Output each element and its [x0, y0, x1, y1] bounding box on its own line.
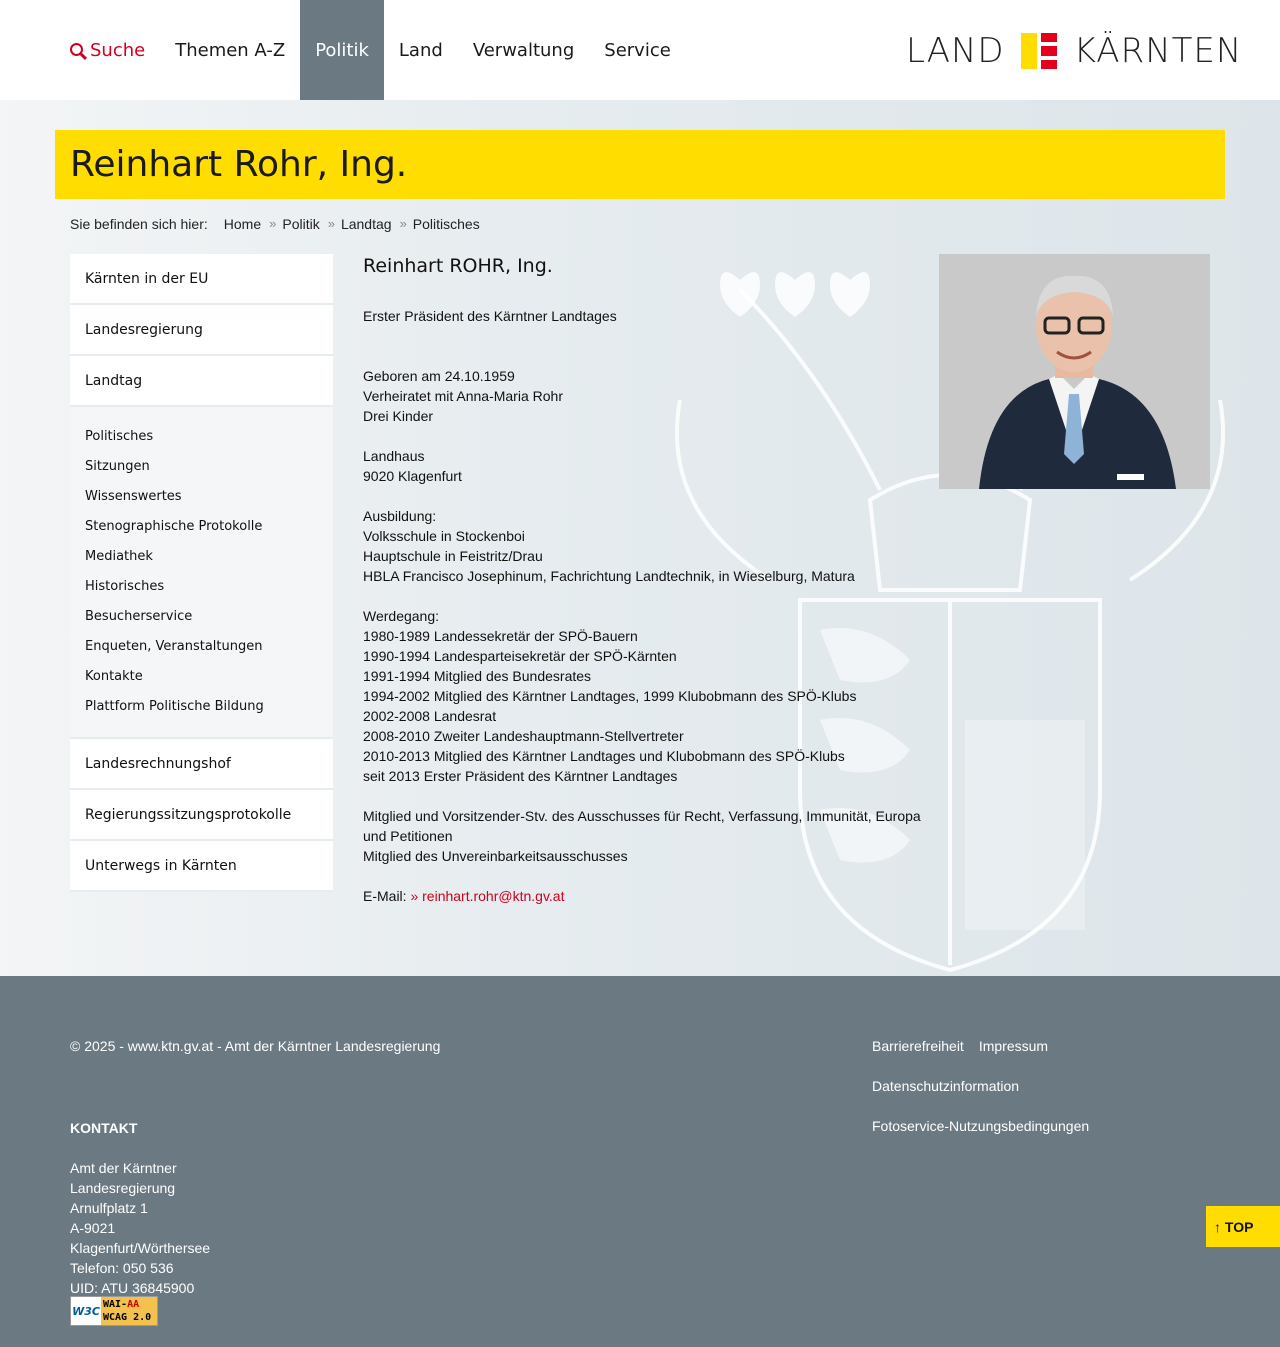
email-label: E-Mail:: [363, 888, 407, 904]
page-title: Reinhart Rohr, Ing.: [70, 144, 408, 185]
bio-education: Ausbildung: Volksschule in Stockenboi Hauptschule in Feistritz/Drau HBLA Francisco Josephinum, Fachrichtung Landtechnik, in Wieselburg, Matura: [363, 508, 855, 584]
footer-contact: [70, 1118, 210, 1298]
contact-line: Telefon: 050 536: [70, 1260, 174, 1276]
wcag-badge[interactable]: [70, 1296, 158, 1326]
back-to-top-button[interactable]: ↑ TOP: [1206, 1206, 1280, 1247]
breadcrumb-label: Sie befinden sich hier:: [70, 216, 208, 232]
site-header: [0, 0, 1280, 100]
bio-personal: Geboren am 24.10.1959 Verheiratet mit Anna-Maria Rohr Drei Kinder: [363, 368, 563, 424]
search-icon: [70, 43, 83, 56]
breadcrumb-home[interactable]: Home: [223, 216, 262, 232]
sidebar-sub-plattform[interactable]: Plattform Politische Bildung: [85, 698, 264, 714]
breadcrumb: [70, 216, 488, 232]
sidebar-submenu: [70, 407, 333, 739]
sidebar-sub-protokolle[interactable]: Stenographische Protokolle: [85, 518, 263, 534]
bio-career: Werdegang: 1980-1989 Landessekretär der SPÖ-Bauern 1990-1994 Landesparteisekretär der SPÖ-Kärnten 1991-1994 Mitglied des Bundesrates 1994-2002 Mitglied des Kärntner Landtages, 1999 Klubobmann des SPÖ-Klubs 2002-2008 Landesrat 2008-2010 Zweiter Landeshauptmann-Stellvertreter 2010-2013 Mitglied des Kärntner Landtages und Klubobmann des SPÖ-Klubs seit 2013 Erster Präsident des Kärntner Landtages: [363, 608, 857, 784]
breadcrumb-politik[interactable]: Politik: [282, 216, 320, 232]
nav-search-label: Suche: [90, 39, 146, 61]
breadcrumb-landtag[interactable]: Landtag: [340, 216, 392, 232]
sidebar-sub-besucherservice[interactable]: Besucherservice: [85, 608, 193, 624]
footer-contact-heading: KONTAKT: [70, 1120, 138, 1136]
footer-link-barrierefreiheit[interactable]: Barrierefreiheit: [872, 1038, 964, 1054]
contact-line: Landesregierung: [70, 1180, 176, 1196]
sidebar-item-regierungssitzungsprotokolle[interactable]: Regierungssitzungsprotokolle: [70, 790, 333, 841]
logo-word-kaernten: KÄRNTEN: [1073, 31, 1243, 71]
sidebar-sub-historisches[interactable]: Historisches: [85, 578, 165, 594]
nav-themen[interactable]: Themen A-Z: [175, 39, 286, 61]
breadcrumb-separator-icon: »: [399, 216, 407, 231]
bio-heading: Reinhart ROHR, Ing.: [363, 255, 553, 277]
sidebar-item-landesrechnungshof[interactable]: Landesrechnungshof: [70, 739, 333, 790]
contact-line: Arnulfplatz 1: [70, 1200, 148, 1216]
footer-copyright: © 2025 - www.ktn.gv.at - Amt der Kärntner Landesregierung: [70, 1038, 441, 1054]
footer-link-impressum[interactable]: Impressum: [978, 1038, 1049, 1054]
contact-line: Amt der Kärntner: [70, 1160, 177, 1176]
nav-search[interactable]: [55, 0, 160, 100]
contact-line: A-9021: [70, 1220, 116, 1236]
contact-line: Klagenfurt/Wörthersee: [70, 1240, 211, 1256]
nav-service[interactable]: Service: [604, 39, 671, 61]
sidebar-sub-enqueten[interactable]: Enqueten, Veranstaltungen: [85, 638, 263, 654]
footer-link-fotoservice[interactable]: Fotoservice-Nutzungsbedingungen: [872, 1118, 1090, 1134]
email-link[interactable]: » reinhart.rohr@ktn.gv.at: [410, 888, 565, 904]
land-kaernten-logo[interactable]: [906, 33, 1242, 69]
breadcrumb-separator-icon: »: [327, 216, 335, 231]
breadcrumb-separator-icon: »: [269, 216, 277, 231]
logo-word-land: LAND: [906, 31, 1005, 71]
sidebar-item-kaernten-eu[interactable]: Kärnten in der EU: [70, 254, 333, 305]
site-footer: [0, 976, 1280, 1347]
logo-mark-icon: [1021, 33, 1057, 69]
bio-email: [363, 886, 923, 906]
sidebar-item-landtag[interactable]: Landtag: [70, 356, 333, 407]
sidebar-sub-mediathek[interactable]: Mediathek: [85, 548, 153, 564]
sidebar-item-landesregierung[interactable]: Landesregierung: [70, 305, 333, 356]
contact-line: UID: ATU 36845900: [70, 1280, 195, 1296]
main-nav: [55, 0, 686, 100]
portrait-photo: [939, 254, 1210, 489]
sidebar-sub-wissenswertes[interactable]: Wissenswertes: [85, 488, 182, 504]
sidebar: [70, 254, 333, 892]
main-area: [0, 100, 1280, 976]
nav-land[interactable]: Land: [398, 39, 443, 61]
sidebar-sub-politisches[interactable]: Politisches: [85, 428, 154, 444]
w3c-logo-icon: W3C: [72, 1304, 100, 1318]
bio-address: Landhaus 9020 Klagenfurt: [363, 448, 462, 484]
bio-position: Erster Präsident des Kärntner Landtages: [363, 308, 617, 324]
sidebar-sub-kontakte[interactable]: Kontakte: [85, 668, 143, 684]
sidebar-sub-sitzungen[interactable]: Sitzungen: [85, 458, 150, 474]
wcag-label: WAI-AA WCAG 2.0: [101, 1297, 157, 1325]
page-title-bar: [55, 130, 1225, 199]
bio-committees: Mitglied und Vorsitzender-Stv. des Ausschusses für Recht, Verfassung, Immunität, Europa und Petitionen Mitglied des Unvereinbarkeitsausschusses: [363, 808, 921, 864]
footer-links: [872, 1038, 1222, 1158]
footer-link-datenschutz[interactable]: Datenschutzinformation: [872, 1078, 1020, 1094]
nav-politik[interactable]: Politik: [300, 0, 384, 100]
sidebar-item-unterwegs[interactable]: Unterwegs in Kärnten: [70, 841, 333, 892]
nav-verwaltung[interactable]: Verwaltung: [472, 39, 575, 61]
breadcrumb-politisches[interactable]: Politisches: [412, 216, 480, 232]
bio-content: [363, 254, 923, 926]
